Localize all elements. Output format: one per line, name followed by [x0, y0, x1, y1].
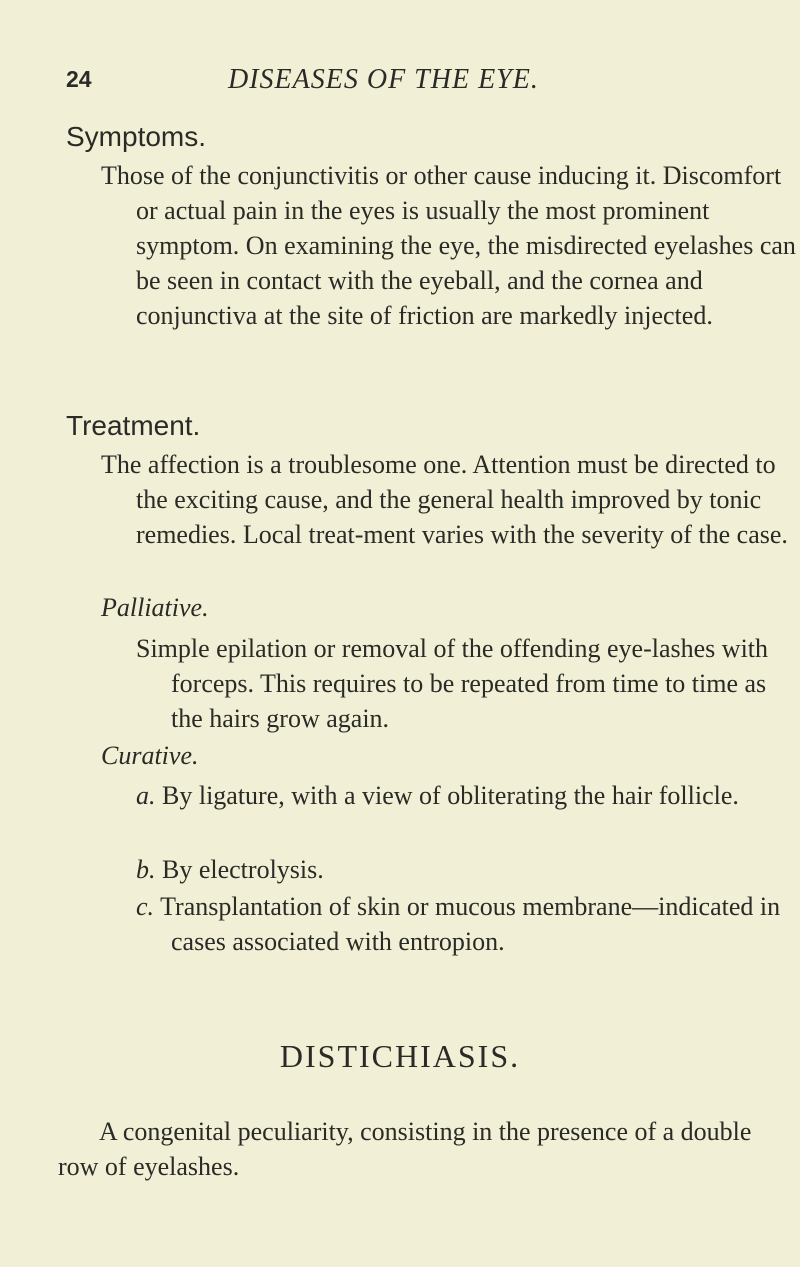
item-text: Transplantation of skin or mucous membrane—indicated in cases associated with entropion. [160, 892, 781, 956]
curative-item-c [136, 889, 800, 959]
distichiasis-paragraph: A congenital peculiarity, consisting in the presence of a double row of eyelashes. [58, 1117, 752, 1181]
item-text: By electrolysis. [162, 855, 324, 884]
curative-item-b [136, 852, 800, 887]
page-header [66, 66, 746, 102]
symptoms-paragraph: Those of the conjunctivitis or other cause inducing it. Discomfort or actual pain in the eyes is usually the most prominent symptom. On examining the eye, the misdirected eyelashes can be seen in contact with the eyeball, and the cornea and conjunctiva at the site of friction are markedly injected. [101, 161, 796, 330]
palliative-paragraph: Simple epilation or removal of the offending eye-lashes with forceps. This requires to be repeated from time to time as the hairs grow again. [136, 634, 769, 733]
page-number: 24 [66, 66, 92, 92]
palliative-heading: Palliative. [101, 593, 209, 622]
treatment-heading: Treatment. [66, 410, 201, 441]
item-marker: c. [136, 892, 155, 921]
curative-item-a [136, 778, 800, 813]
symptoms-heading: Symptoms. [66, 121, 207, 152]
curative-heading: Curative. [101, 741, 199, 770]
distichiasis-title: DISTICHIASIS. [279, 1038, 521, 1074]
item-marker: b. [136, 855, 156, 884]
item-marker: a. [136, 781, 156, 810]
item-text: By ligature, with a view of obliterating the hair follicle. [162, 781, 739, 810]
treatment-paragraph: The affection is a troublesome one. Attention must be directed to the exciting cause, and the general health improved by tonic remedies. Local treat-ment varies with the severity of the case. [101, 450, 788, 549]
running-title: DISEASES OF THE EYE. [228, 64, 539, 95]
